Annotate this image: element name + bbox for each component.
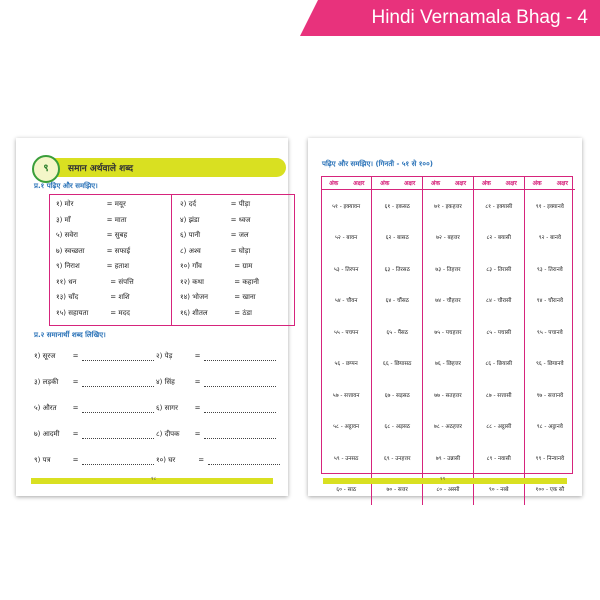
number-cell: ९९ - निन्यानवे xyxy=(535,455,565,462)
answer-blank[interactable] xyxy=(82,360,154,361)
answer-blank[interactable] xyxy=(204,438,276,439)
exercise-word: सागर xyxy=(164,404,178,412)
number-cell: ५८ - अट्ठावन xyxy=(321,411,372,443)
column-header: अक्षर xyxy=(346,176,371,190)
number-cell: ६४ - चौंसठ xyxy=(372,285,423,317)
synonym-meaning: हताश xyxy=(114,262,129,270)
synonym-equals: = xyxy=(110,308,117,317)
exercise-word: औरत xyxy=(42,404,57,412)
lesson-header-bar xyxy=(36,158,286,177)
column-header: अक्षर xyxy=(448,176,473,190)
answer-blank[interactable] xyxy=(82,438,154,439)
number-cell: ७८ - अठहत्तर xyxy=(423,411,474,443)
table-row xyxy=(321,442,575,474)
number-cell: ९३ - तिरानवे xyxy=(536,266,563,273)
number-cell: ८७ - सत्तासी xyxy=(473,379,524,411)
number-cell: ९५ - पचानवे xyxy=(536,329,563,336)
exercise-number: १०) xyxy=(156,456,167,464)
left-page xyxy=(16,138,288,496)
synonym-meaning: सफाई xyxy=(114,246,131,255)
synonym-number: १४) xyxy=(180,293,191,301)
synonym-meaning: ग्राम xyxy=(242,262,253,270)
number-cell: ६१ - इकसठ xyxy=(372,190,423,222)
synonym-number: ५) xyxy=(56,231,63,239)
synonym-number: १६) xyxy=(180,308,191,317)
number-cell: ५७ - सत्तावन xyxy=(321,379,372,411)
synonym-meaning: पीड़ा xyxy=(238,200,251,208)
exercise-word: सूरज xyxy=(42,352,56,360)
number-cell: ६९ - उनहत्तर xyxy=(372,442,423,474)
number-cell: ९० - नब्बे xyxy=(473,474,524,506)
exercise-number: ९) xyxy=(34,456,41,464)
number-cell: ६५ - पैंसठ xyxy=(372,316,423,348)
exercise-word: पत्र xyxy=(42,456,51,464)
synonym-number: ६) xyxy=(180,231,187,239)
synonym-equals: = xyxy=(110,293,117,301)
number-cell: ५२ - बावन xyxy=(321,222,372,254)
synonym-meaning: ध्वज xyxy=(238,215,251,224)
synonym-row xyxy=(180,309,252,318)
exercise-equals: = xyxy=(72,378,79,386)
synonym-equals: = xyxy=(230,246,237,255)
column-header: अंक xyxy=(372,176,397,190)
exercise-word: पेड़ xyxy=(164,352,173,360)
table-row xyxy=(321,348,575,380)
number-cell: ८९ - नवासी xyxy=(473,442,524,474)
number-cell: ९८ - अट्ठानवे xyxy=(536,424,563,431)
synonym-table xyxy=(49,194,295,326)
synonym-row xyxy=(56,247,130,256)
synonym-meaning: मयूर xyxy=(114,200,126,208)
synonym-row xyxy=(56,262,129,271)
synonym-word: सवेरा xyxy=(64,231,78,239)
synonym-number: १) xyxy=(56,200,63,208)
exercise-row xyxy=(156,404,276,413)
lesson-title: समान अर्थवाले शब्द xyxy=(68,164,134,174)
column-header: अंक xyxy=(524,176,549,190)
exercise-row xyxy=(156,430,276,439)
number-cell: ८२ - बयासी xyxy=(473,222,524,254)
synonym-word: पानी xyxy=(188,231,201,239)
number-cell: ५५ - पचपन xyxy=(321,316,372,348)
synonym-number: ११) xyxy=(56,277,67,286)
answer-blank[interactable] xyxy=(82,412,154,413)
column-header: अंक xyxy=(423,176,448,190)
table-row xyxy=(321,379,575,411)
synonym-equals: = xyxy=(106,215,113,224)
number-cell: ८१ - इक्यासी xyxy=(473,190,524,222)
synonym-meaning: ठंडा xyxy=(242,308,252,317)
number-cell: ६० - साठ xyxy=(321,474,372,506)
number-cell: ९१ - इक्यानवे xyxy=(535,203,564,210)
synonym-equals: = xyxy=(234,308,241,317)
answer-blank[interactable] xyxy=(204,412,276,413)
number-cell: ७० - सत्तर xyxy=(372,474,423,506)
number-cell: ६३ - तिरसठ xyxy=(372,253,423,285)
synonym-row xyxy=(56,309,130,318)
exercise-equals: = xyxy=(72,456,79,464)
synonym-equals: = xyxy=(230,200,237,208)
synonym-number: १०) xyxy=(180,262,191,270)
synonym-equals: = xyxy=(230,215,237,224)
answer-blank[interactable] xyxy=(82,386,154,387)
synonym-equals: = xyxy=(106,262,113,270)
synonym-number: ९) xyxy=(56,262,63,270)
exercise-word: लड़की xyxy=(42,378,59,386)
number-cell: ५६ - छप्पन xyxy=(321,348,372,380)
synonym-equals: = xyxy=(234,277,241,286)
banner-title: Hindi Vernamala Bhag - 4 xyxy=(371,7,588,28)
number-cell: ८५ - पचासी xyxy=(473,316,524,348)
synonym-row xyxy=(180,200,250,209)
synonym-meaning: घोड़ा xyxy=(238,246,251,255)
exercise-row xyxy=(156,378,276,387)
exercise-equals: = xyxy=(198,456,205,464)
synonym-row xyxy=(180,216,250,225)
synonym-meaning: सुबह xyxy=(114,231,128,239)
lesson-number-badge: ९ xyxy=(32,155,60,183)
synonym-equals: = xyxy=(234,262,241,270)
table-row xyxy=(321,190,575,222)
table-row xyxy=(321,316,575,348)
number-cell: ९७ - सत्तानवे xyxy=(536,392,564,399)
number-cell: ७५ - पचहत्तर xyxy=(423,316,474,348)
synonym-number: २) xyxy=(180,200,187,208)
synonym-equals: = xyxy=(230,231,237,239)
synonym-number: १२) xyxy=(180,277,191,286)
synonym-number: ८) xyxy=(180,246,187,255)
answer-blank[interactable] xyxy=(82,464,154,465)
number-cell: ५४ - चौवन xyxy=(321,285,372,317)
synonym-meaning: खाना xyxy=(242,293,256,301)
number-cell: ५३ - तिरपन xyxy=(321,253,372,285)
exercise-row xyxy=(156,456,280,465)
right-page-heading: पढ़िए और समझिए। (गिनती - ५१ से १००) xyxy=(322,160,433,168)
left-page-number: १८ xyxy=(151,476,157,482)
exercise-number: २) xyxy=(156,352,163,360)
answer-blank[interactable] xyxy=(204,386,276,387)
exercise-row xyxy=(34,352,154,361)
synonym-number: ७) xyxy=(56,246,63,255)
synonym-equals: = xyxy=(106,231,113,239)
exercise-equals: = xyxy=(194,352,201,360)
synonym-word: गाँव xyxy=(192,262,202,270)
column-header: अक्षर xyxy=(499,176,524,190)
synonym-meaning: कहानी xyxy=(242,277,259,286)
table-row xyxy=(321,253,575,285)
number-cell: ७२ - बहत्तर xyxy=(423,222,474,254)
exercise-number: ६) xyxy=(156,404,163,412)
number-cell: ५१ - इक्यावन xyxy=(321,190,372,222)
number-cell: ७४ - चौहत्तर xyxy=(423,285,474,317)
exercise-row xyxy=(34,378,154,387)
question-1-label: प्र.१ पढ़िए और समझिए। xyxy=(34,182,98,190)
exercise-word: सिंह xyxy=(164,378,175,386)
synonym-equals: = xyxy=(234,293,241,301)
question-2-label: प्र.२ समानार्थी शब्द लिखिए। xyxy=(34,331,106,339)
synonym-word: सहायता xyxy=(68,308,89,317)
number-cell: ९२ - बानवे xyxy=(538,235,561,242)
number-cell: ६६ - छियासठ xyxy=(372,348,423,380)
exercise-number: ७) xyxy=(34,430,41,438)
synonym-word: झंडा xyxy=(188,215,200,224)
answer-blank[interactable] xyxy=(208,464,280,465)
synonym-word: अश्व xyxy=(188,246,201,255)
exercise-number: ५) xyxy=(34,404,41,412)
column-header: अक्षर xyxy=(550,176,575,190)
exercise-word: दीपक xyxy=(164,430,180,438)
synonym-number: ३) xyxy=(56,215,63,224)
synonym-meaning: जल xyxy=(238,231,249,239)
synonym-equals: = xyxy=(106,200,113,208)
synonym-word: दर्द xyxy=(188,200,197,208)
exercise-row xyxy=(34,404,154,413)
synonym-row xyxy=(56,293,130,302)
exercise-row xyxy=(34,456,154,465)
exercise-number: ४) xyxy=(156,378,163,386)
number-cell: ५९ - उनसठ xyxy=(321,442,372,474)
exercise-equals: = xyxy=(194,430,201,438)
synonym-word: भोजन xyxy=(192,293,209,301)
table-row xyxy=(321,411,575,443)
synonym-word: निराश xyxy=(64,262,80,270)
synonym-meaning: संपत्ति xyxy=(118,277,134,286)
number-cell: ६२ - बासठ xyxy=(372,222,423,254)
synonym-equals: = xyxy=(106,246,113,255)
number-cell: ६७ - सड़सठ xyxy=(372,379,423,411)
exercise-equals: = xyxy=(194,404,201,412)
synonym-row xyxy=(56,216,127,225)
exercise-word: घर xyxy=(168,456,176,464)
column-header: अंक xyxy=(321,176,346,190)
number-cell: ७६ - छिहत्तर xyxy=(423,348,474,380)
synonym-equals: = xyxy=(110,277,117,286)
synonym-row xyxy=(180,262,252,271)
synonym-meaning: मदद xyxy=(118,308,130,317)
exercise-number: १) xyxy=(34,352,41,360)
exercise-number: ८) xyxy=(156,430,163,438)
synonym-number: १५) xyxy=(56,308,67,317)
column-header: अंक xyxy=(473,176,498,190)
synonym-word: कथा xyxy=(192,277,204,286)
synonym-meaning: शशि xyxy=(118,293,130,301)
number-cell: ७९ - उन्नासी xyxy=(423,442,474,474)
synonym-word: धन xyxy=(68,277,77,286)
synonym-word: शीतल xyxy=(192,308,208,317)
number-cell: ९६ - छियानवे xyxy=(535,361,564,368)
synonym-row xyxy=(56,200,126,209)
exercise-equals: = xyxy=(194,378,201,386)
number-cell: ७१ - इकहत्तर xyxy=(423,190,474,222)
synonym-row xyxy=(180,278,259,287)
exercise-word: आदमी xyxy=(42,430,60,438)
exercise-row xyxy=(34,430,154,439)
synonym-row xyxy=(180,231,249,240)
number-cell: ७७ - सतहत्तर xyxy=(423,379,474,411)
synonym-row xyxy=(56,231,127,240)
synonym-row xyxy=(180,247,250,256)
number-cell: ८४ - चौरासी xyxy=(473,285,524,317)
number-cell: १०० - एक सौ xyxy=(535,487,565,494)
synonym-meaning: माता xyxy=(114,215,127,224)
number-cell: ८६ - छियासी xyxy=(473,348,524,380)
synonym-number: १३) xyxy=(56,293,67,301)
number-cell: ९४ - चौरानवे xyxy=(536,298,563,305)
synonym-row xyxy=(56,278,134,287)
number-cell: ८० - अस्सी xyxy=(423,474,474,506)
right-page-number: १९ xyxy=(440,476,446,482)
exercise-equals: = xyxy=(72,430,79,438)
number-names-table xyxy=(321,176,575,505)
table-row xyxy=(321,222,575,254)
number-cell: ७३ - तिहत्तर xyxy=(423,253,474,285)
number-cell: ८८ - अट्ठासी xyxy=(473,411,524,443)
synonym-table-divider xyxy=(171,195,172,325)
synonym-word: माँ xyxy=(64,215,71,224)
right-page xyxy=(308,138,582,496)
column-header: अक्षर xyxy=(397,176,422,190)
synonym-word: मोर xyxy=(64,200,74,208)
number-cell: ६८ - अड़सठ xyxy=(372,411,423,443)
exercise-number: ३) xyxy=(34,378,41,386)
synonym-row xyxy=(180,293,256,302)
number-cell: ८३ - तिरासी xyxy=(473,253,524,285)
synonym-word: स्वच्छता xyxy=(64,246,85,255)
exercise-equals: = xyxy=(72,352,79,360)
synonym-word: चाँद xyxy=(68,293,79,301)
exercise-equals: = xyxy=(72,404,79,412)
exercise-row xyxy=(156,352,276,361)
synonym-number: ४) xyxy=(180,215,187,224)
table-row xyxy=(321,285,575,317)
answer-blank[interactable] xyxy=(204,360,276,361)
